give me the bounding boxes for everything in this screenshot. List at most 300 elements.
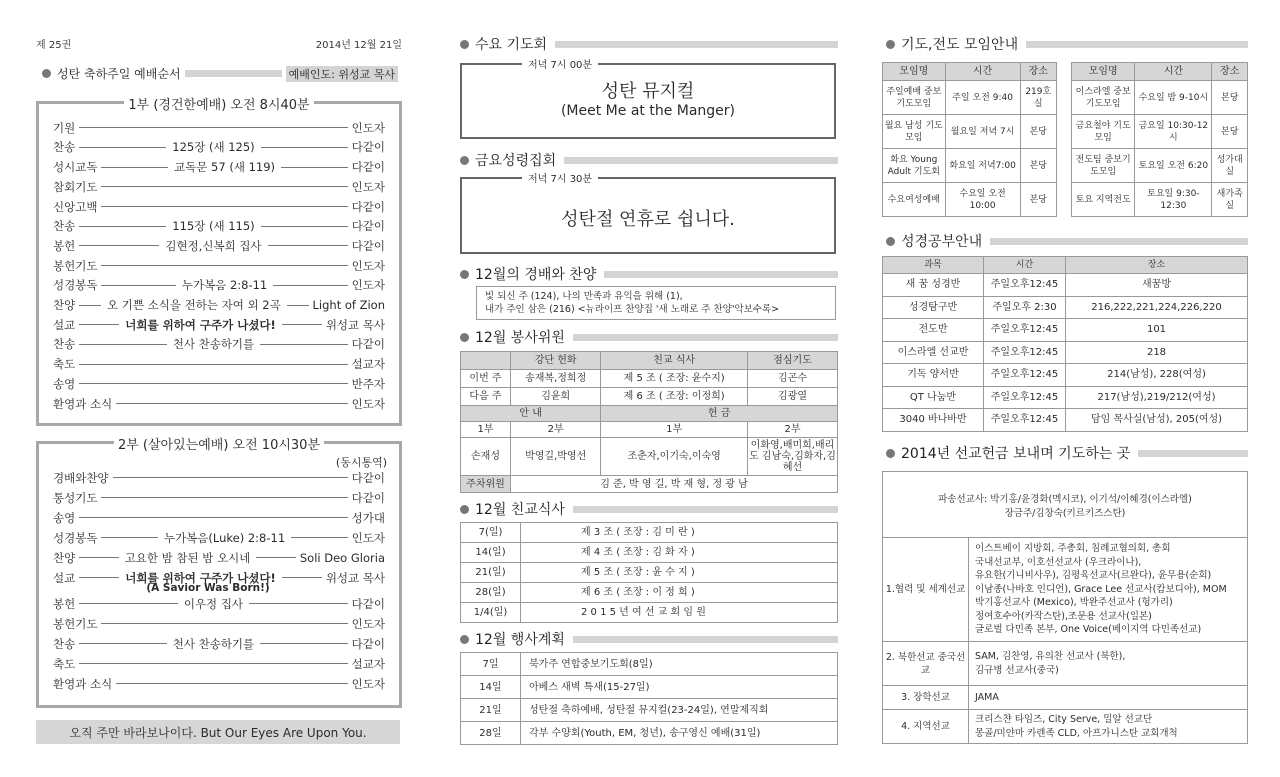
table-row [1072,115,1248,149]
mission-heading: 2014년 선교헌금 보내며 기도하는 곳 [886,443,1248,463]
order-row [53,236,385,256]
table-row [461,722,838,745]
order-row [53,654,385,674]
leader-line [79,603,178,604]
table-cell: 새 꿈 성경반 [883,274,984,297]
order-row [53,335,385,355]
issue-number: 제 25권 [36,40,72,51]
sub-1bu-offering: 1부 [601,422,748,438]
leader-line [79,383,347,384]
this-week-meal: 제 5 조 ( 조장: 윤수지) [601,370,748,388]
leader-line [101,265,347,266]
leader-line [79,147,166,148]
table-row [461,583,838,603]
order-item: 성경봉독 [53,278,98,293]
order-item: 찬송 [53,140,76,155]
mission-list-3: JAMA [969,686,1248,710]
order-responsible: 설교자 [351,656,385,671]
sub-1bu: 1부 [461,422,511,438]
leader-line [101,623,347,624]
col-lunch-prayer: 점심기도 [748,352,838,370]
this-week-prayer: 김곤수 [748,370,838,388]
leader-line [261,147,348,148]
order-row [53,256,385,276]
order-detail: 누가복음(Luke) 2:8-11 [163,530,286,545]
table-row [1072,149,1248,183]
mission-line: 이남종(나바호 인디언), Grace Lee 선교사(캄보디아), MOM [975,583,1227,595]
mission-cat-4: 4. 지역선교 [883,710,969,744]
meal-table [460,522,838,623]
table-cell: 성경탐구반 [883,296,984,319]
table-header: 장소 [1020,63,1056,81]
table-cell: 토요 지역전도 [1072,183,1135,217]
order-detail: 천사 찬송하기를 [172,337,255,352]
order-detail: 천사 찬송하기를 [172,636,255,651]
bullet-icon [886,237,895,246]
bullet-icon [886,449,895,458]
friday-time: 저녁 7시 30분 [522,170,598,185]
bullet-icon [886,40,895,49]
order-row [53,634,385,654]
bullet-icon [42,69,51,78]
order-row [53,594,385,614]
friday-heading: 금요성령집회 [460,150,838,170]
order-responsible: 인도자 [351,120,385,135]
table-cell: 14일 [461,676,521,699]
leader-line [273,285,347,286]
order-item: 통성기도 [53,490,98,505]
leader-line [79,245,159,246]
wednesday-heading: 수요 기도회 [460,34,838,54]
mission-line: 정여호수아(카작스탄),조문용 선교사(일본) [975,610,1152,622]
order-row [53,374,385,394]
table-cell: 214(남성), 228(여성) [1066,364,1248,387]
wednesday-time: 저녁 7시 00분 [522,56,598,71]
order-responsible: 인도자 [351,179,385,194]
table-row [461,676,838,699]
order-item: 찬송 [53,219,76,234]
order-responsible: 위성교 목사 [325,317,386,332]
order-row [53,614,385,634]
bullet-icon [460,270,469,279]
mission-line: 이스트베이 지방회, 주총회, 침례교협의회, 총회 [975,543,1171,555]
table-cell: 2 0 1 5 년 여 선 교 회 임 원 [521,603,838,623]
bullet-icon [460,635,469,644]
table-header-row [1072,63,1248,81]
motto-banner: 오직 주만 바라보나이다. But Our Eyes Are Upon You. [36,720,400,744]
order-detail: 125장 (새 125) [172,140,255,155]
leader-line [281,167,348,168]
table-cell: 수요여성예배 [883,183,946,217]
order-detail: 누가복음 2:8-11 [181,278,268,293]
order-row [53,508,385,528]
order-item: 신앙고백 [53,199,98,214]
leader-line [291,537,348,538]
order-item: 환영과 소식 [53,676,113,691]
prayer-groups-heading: 기도,전도 모임안내 [886,34,1248,54]
order-row [53,394,385,414]
order-row [53,177,385,197]
next-week-label: 다음 주 [461,388,511,406]
mission-list-1 [969,538,1248,642]
table-cell: 7일 [461,653,521,676]
table-cell: 각부 수양회(Youth, EM, 청년), 송구영신 예배(31일) [521,722,838,745]
table-cell: 본당 [1212,81,1248,115]
order-item: 기원 [53,120,76,135]
table-cell: 14(일) [461,543,521,563]
table-header: 모임명 [1072,63,1135,81]
events-table [460,652,838,745]
order-row [53,548,385,568]
bullet-icon [460,333,469,342]
leader-line [261,226,348,227]
mission-table [882,471,1248,744]
order-detail: 115장 (새 115) [172,219,255,234]
leader-line [79,517,347,518]
leader-line [79,557,118,558]
leader-line [268,245,348,246]
mission-list-4 [969,710,1248,744]
leader-line [282,577,322,578]
col-flowers: 강단 헌화 [511,352,601,370]
parking-volunteers: 김 준, 박 영 길, 박 재 형, 정 광 남 [511,476,838,493]
table-cell: 월요일 저녁 7시 [945,115,1020,149]
mission-line: 박기홍선교사 (Mexico), 박완주선교사 (헝가리) [975,597,1173,609]
order-responsible: 인도자 [351,396,385,411]
bible-study-table [882,256,1248,432]
order-responsible: 설교자 [351,357,385,372]
leader-line [79,663,347,664]
table-cell: 7(일) [461,523,521,543]
service-1-box [36,98,402,426]
table-cell: 216,222,221,224,226,220 [1066,296,1248,319]
leader-line [101,497,347,498]
table-cell: 101 [1066,319,1248,342]
table-cell: 월요 남성 기도 모임 [883,115,946,149]
table-header: 시간 [984,257,1066,274]
parking-label: 주차위원 [461,476,511,493]
table-cell: 토요일 9:30-12:30 [1135,183,1212,217]
order-detail: 너희를 위하여 구주가 나셨다! [125,317,276,332]
table-header: 모임명 [883,63,946,81]
praise-box [476,286,836,320]
table-cell: 새꿈방 [1066,274,1248,297]
mission-line: SAM, 김찬영, 유의찬 선교사 (북한), [975,650,1126,662]
table-row [461,523,838,543]
order-responsible: 다같이 [351,490,385,505]
usher-1: 손재성 [461,438,511,476]
order-responsible: 인도자 [351,278,385,293]
table-cell: 주일오후12:45 [984,341,1066,364]
order-responsible: 다같이 [351,219,386,234]
column-meetings [458,0,838,777]
table-row [883,386,1248,409]
order-responsible: 인도자 [351,530,386,545]
mission-list-2 [969,642,1248,686]
wednesday-box [460,60,836,139]
table-cell: 주일예배 중보기도모임 [883,81,946,115]
order-item: 설교 [53,570,76,585]
order-responsible: 다같이 [351,636,385,651]
this-week-flowers: 송재복,정희정 [511,370,601,388]
table-cell: 218 [1066,341,1248,364]
order-responsible: 다같이 [351,337,385,352]
bullet-icon [460,505,469,514]
heading-bar [185,70,282,77]
worship-order-heading [42,65,398,82]
service-2-box [36,438,402,708]
order-responsible: 다같이 [351,596,385,611]
table-cell: 토요일 오전 6:20 [1135,149,1212,183]
mission-line: 국내선교부, 이호선선교사 (우크라이나), [975,556,1142,568]
order-row [53,315,385,335]
table-cell: 주일오후12:45 [984,364,1066,387]
order-responsible: 인도자 [351,676,385,691]
table-row [883,183,1057,217]
table-cell: 21(일) [461,563,521,583]
table-cell: 금요일 10:30-12시 [1135,115,1212,149]
table-cell: 금요철야 기도모임 [1072,115,1135,149]
order-responsible: 성가대 [351,510,385,525]
order-item: 찬양 [53,298,76,313]
offering-2: 이화영,배미희,배리도 김남숙,김화자,김혜선 [748,438,838,476]
table-cell: 전도반 [883,319,984,342]
table-header: 시간 [1135,63,1212,81]
col-offering: 헌 금 [601,406,838,422]
table-row [883,409,1248,432]
order-responsible: 다같이 [351,470,385,485]
table-header: 장소 [1066,257,1248,274]
volunteers-table [460,351,838,493]
prayer-groups-table-left [882,62,1057,217]
next-week-prayer: 김광열 [748,388,838,406]
table-row [883,274,1248,297]
leader-line [79,324,119,325]
order-item: 찬송 [53,337,76,352]
leader-line [79,577,119,578]
table-row [461,543,838,563]
table-row [461,653,838,676]
table-row [1072,81,1248,115]
wednesday-event: 성탄 뮤지컬 [601,81,695,102]
order-responsible: 다같이 [351,160,386,175]
table-cell: 수요일 밤 9-10시 [1135,81,1212,115]
order-item: 송영 [53,510,76,525]
order-item: 성시교독 [53,160,98,175]
order-responsible: 반주자 [351,376,385,391]
leader-line [256,557,295,558]
order-row [53,276,385,296]
table-cell: 북가주 연합중보기도회(8일) [521,653,838,676]
table-cell: 본당 [1212,115,1248,149]
table-row [461,563,838,583]
friday-notice: 성탄절 연휴로 쉽니다. [561,209,735,230]
order-item: 봉헌 [53,238,76,253]
mission-line: 김규병 선교사(중국) [975,664,1059,676]
leader-line [79,226,166,227]
table-header: 시간 [945,63,1020,81]
table-row [883,296,1248,319]
table-cell: 본당 [1020,183,1056,217]
table-header: 과목 [883,257,984,274]
table-cell: 화요 Young Adult 기도회 [883,149,946,183]
mission-line: 크리스챤 타임즈, City Serve, 밀알 선교단 [975,713,1153,725]
col-fellowship-meal: 친교 식사 [601,352,748,370]
mission-line: 몽골/미얀마 카렌족 CLD, 아프가니스탄 교회개척 [975,727,1178,739]
table-cell: 수요일 오전 10:00 [945,183,1020,217]
table-cell: 이스라엘 선교반 [883,341,984,364]
friday-box [460,174,836,254]
order-responsible: 인도자 [351,616,385,631]
next-week-flowers: 김윤희 [511,388,601,406]
missionaries-sent: 파송선교사: 박기홍/윤경화(멕시코), 이기석/이혜경(이스라엘) 장금주/김창숙(키르키즈스탄) [883,472,1248,538]
table-cell: 제 3 조 ( 조장 : 김 미 란 ) [521,523,838,543]
volunteers-heading: 12월 봉사위원 [460,327,838,347]
order-row [53,138,385,158]
order-responsible: 다같이 [351,199,385,214]
table-cell: 주일오후 2:30 [984,296,1066,319]
order-detail: 김현정,신복희 집사 [165,238,262,253]
order-detail: 너희를 위하여 구주가 나셨다! [125,570,276,585]
table-cell: 주일오후12:45 [984,274,1066,297]
order-row [53,217,385,237]
order-detail: 이우정 집사 [183,596,244,611]
service-2-title: 2부 (살아있는예배) 오전 10시30분 [39,434,399,453]
leader-line [79,127,347,128]
order-responsible: 다같이 [351,238,386,253]
table-cell: 219호실 [1020,81,1056,115]
order-row [53,528,385,548]
table-cell: 본당 [1020,149,1056,183]
order-item: 송영 [53,376,76,391]
order-row [53,488,385,508]
order-row [53,197,385,217]
order-item: 환영과 소식 [53,396,113,411]
order-responsible: 인도자 [351,258,385,273]
table-cell: 아베스 새벽 특새(15-27일) [521,676,838,699]
sub-2bu: 2부 [511,422,601,438]
table-cell: 217(남성),219/212(여성) [1066,386,1248,409]
service-1-title: 1부 (경건한예배) 오전 8시40분 [39,94,399,113]
leader-line [79,344,167,345]
table-row [883,115,1057,149]
bulletin-date: 2014년 12월 21일 [315,40,402,51]
events-heading: 12월 행사계획 [460,629,838,649]
table-header-row [883,257,1248,274]
column-order-of-worship [36,0,402,777]
leader-line [101,285,175,286]
table-row [461,603,838,623]
mission-cat-2: 2. 북한선교 중국선교 [883,642,969,686]
table-cell: 새가족실 [1212,183,1248,217]
leader-line [260,643,348,644]
bible-study-heading: 성경공부안내 [886,231,1248,251]
table-cell: 제 5 조 ( 조장 : 윤 수 지 ) [521,563,838,583]
leader-line [116,403,347,404]
leader-line [101,186,347,187]
table-cell: 제 4 조 ( 조장 : 김 화 자 ) [521,543,838,563]
col-ushers: 안 내 [461,406,601,422]
order-row [53,354,385,374]
table-cell: QT 나눔반 [883,386,984,409]
bullet-icon [460,40,469,49]
table-cell: 성가대실 [1212,149,1248,183]
order-item: 참회기도 [53,179,98,194]
mission-cat-3: 3. 장학선교 [883,686,969,710]
sub-2bu-offering: 2부 [748,422,838,438]
order-subtitle: (A Savior Was Born!) [146,582,270,594]
prayer-groups-table-right [1071,62,1248,217]
next-week-meal: 제 6 조 ( 조장: 이정희) [601,388,748,406]
bullet-icon [460,156,469,165]
table-cell: 주일오후12:45 [984,319,1066,342]
table-row [883,319,1248,342]
order-detail: 교독문 57 (새 119) [174,160,276,175]
order-item: 봉헌기도 [53,616,98,631]
column-groups [882,0,1248,777]
order-row [53,674,385,694]
table-cell: 기독 양서반 [883,364,984,387]
table-cell: 제 6 조 ( 조장 : 이 정 희 ) [521,583,838,603]
order-responsible: Soli Deo Gloria [299,550,385,565]
table-header-row [883,63,1057,81]
order-item: 경배와찬양 [53,470,109,485]
table-row [461,699,838,722]
order-responsible: 다같이 [351,140,386,155]
order-item: 봉헌 [53,596,76,611]
this-week-label: 이번 주 [461,370,511,388]
order-responsible: Light of Zion [312,298,386,313]
table-header: 장소 [1212,63,1248,81]
leader-line [101,167,168,168]
table-cell: 이스라엘 중보기도모임 [1072,81,1135,115]
leader-line [101,537,158,538]
order-item: 축도 [53,357,76,372]
leader-line [101,206,347,207]
praise-heading: 12월의 경배와 찬양 [460,264,838,284]
table-cell: 28일 [461,722,521,745]
praise-songs: 빛 되신 주 (124), 나의 만족과 유익을 위해 (1), [485,291,683,302]
table-cell: 성탄절 축하예배, 성탄절 뮤지컬(23-24일), 연말제직회 [521,699,838,722]
praise-songs-2: 내가 주인 삼은 (216) <뉴라이프 찬양집 '새 노래로 주 찬양'악보수록> [485,304,780,315]
leader-line [79,305,101,306]
leader-line [79,364,347,365]
offering-1: 조춘자,이기숙,이숙영 [601,438,748,476]
wednesday-subtitle: (Meet Me at the Manger) [560,103,736,119]
meal-heading: 12월 친교식사 [460,499,838,519]
table-cell: 본당 [1020,115,1056,149]
table-row [883,364,1248,387]
order-row [53,157,385,177]
leader-line [116,683,347,684]
table-cell: 21일 [461,699,521,722]
order-detail: 오 기쁜 소식을 전하는 자여 외 2곡 [107,298,281,313]
order-item: 찬양 [53,550,76,565]
order-row [53,468,385,488]
table-cell: 주일오후12:45 [984,409,1066,432]
order-item: 찬송 [53,636,76,651]
leader-line [260,344,348,345]
order-row [53,295,385,315]
table-cell: 3040 바나바반 [883,409,984,432]
mission-cat-1: 1.협력 및 세계선교 [883,538,969,642]
leader-line [287,305,309,306]
mission-line: 유요한(기니비사우), 김평육선교사(르완다), 윤무용(순회) [975,570,1212,582]
leader-line [113,477,348,478]
table-cell: 전도팀 중보기도모임 [1072,149,1135,183]
table-row [883,149,1057,183]
table-cell: 주일 오전 9:40 [945,81,1020,115]
